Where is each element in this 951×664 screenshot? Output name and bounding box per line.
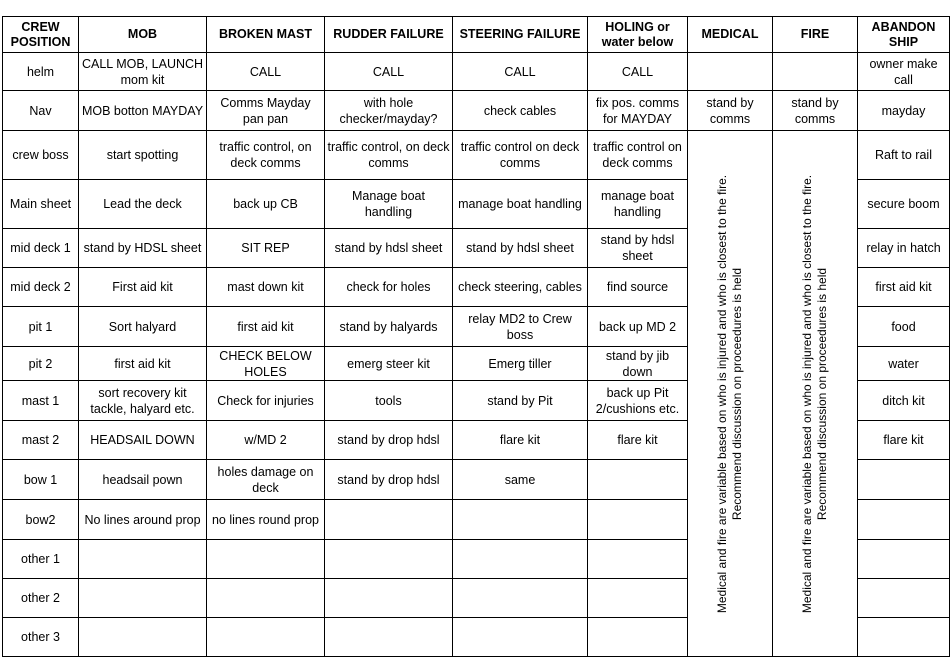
rudder-failure-cell: emerg steer kit bbox=[325, 347, 453, 381]
crew-position-cell: mid deck 1 bbox=[3, 229, 79, 268]
table-row bbox=[3, 131, 950, 180]
rudder-failure-cell bbox=[325, 579, 453, 618]
mob-cell bbox=[79, 579, 207, 618]
rudder-failure-cell: stand by drop hdsl bbox=[325, 460, 453, 500]
crew-position-cell: mast 1 bbox=[3, 381, 79, 421]
abandon-ship-cell: Raft to rail bbox=[858, 131, 950, 180]
holing-cell: CALL bbox=[588, 53, 688, 91]
broken-mast-cell: CHECK BELOW HOLES bbox=[207, 347, 325, 381]
medical-cell: stand by comms bbox=[688, 91, 773, 131]
abandon-ship-cell: mayday bbox=[858, 91, 950, 131]
rudder-failure-cell: stand by halyards bbox=[325, 307, 453, 347]
crew-position-cell: bow2 bbox=[3, 500, 79, 540]
steering-failure-cell: flare kit bbox=[453, 421, 588, 460]
mob-cell: first aid kit bbox=[79, 347, 207, 381]
header-crew-position: CREW POSITION bbox=[3, 17, 79, 53]
medical-cell bbox=[688, 53, 773, 91]
crew-position-cell: helm bbox=[3, 53, 79, 91]
rudder-failure-cell: check for holes bbox=[325, 268, 453, 307]
header-row bbox=[3, 17, 950, 53]
holing-cell bbox=[588, 618, 688, 657]
abandon-ship-cell: ditch kit bbox=[858, 381, 950, 421]
broken-mast-cell bbox=[207, 579, 325, 618]
rudder-failure-cell bbox=[325, 500, 453, 540]
mob-cell: MOB botton MAYDAY bbox=[79, 91, 207, 131]
rudder-failure-cell: stand by hdsl sheet bbox=[325, 229, 453, 268]
table-row bbox=[3, 91, 950, 131]
abandon-ship-cell: flare kit bbox=[858, 421, 950, 460]
steering-failure-cell: Emerg tiller bbox=[453, 347, 588, 381]
holing-cell: find source bbox=[588, 268, 688, 307]
broken-mast-cell: Check for injuries bbox=[207, 381, 325, 421]
steering-failure-cell bbox=[453, 579, 588, 618]
header-broken-mast: BROKEN MAST bbox=[207, 17, 325, 53]
crew-position-cell: Nav bbox=[3, 91, 79, 131]
header-mob: MOB bbox=[79, 17, 207, 53]
header-holing: HOLING or water below bbox=[588, 17, 688, 53]
table-row bbox=[3, 53, 950, 91]
steering-failure-cell: CALL bbox=[453, 53, 588, 91]
steering-failure-cell: check steering, cables bbox=[453, 268, 588, 307]
broken-mast-cell: holes damage on deck bbox=[207, 460, 325, 500]
broken-mast-cell: mast down kit bbox=[207, 268, 325, 307]
abandon-ship-cell: secure boom bbox=[858, 180, 950, 229]
steering-failure-cell: traffic control on deck comms bbox=[453, 131, 588, 180]
abandon-ship-cell: water bbox=[858, 347, 950, 381]
rotated-note bbox=[715, 139, 745, 649]
rudder-failure-cell bbox=[325, 618, 453, 657]
broken-mast-cell: w/MD 2 bbox=[207, 421, 325, 460]
abandon-ship-cell: owner make call bbox=[858, 53, 950, 91]
mob-cell bbox=[79, 618, 207, 657]
broken-mast-cell: Comms Mayday pan pan bbox=[207, 91, 325, 131]
broken-mast-cell: traffic control, on deck comms bbox=[207, 131, 325, 180]
crew-position-cell: mast 2 bbox=[3, 421, 79, 460]
crew-position-cell: pit 2 bbox=[3, 347, 79, 381]
steering-failure-cell: relay MD2 to Crew boss bbox=[453, 307, 588, 347]
rotated-note-line1: Medical and fire are variable based on who is injured and who is closest to the fire. bbox=[715, 174, 729, 613]
mob-cell: start spotting bbox=[79, 131, 207, 180]
rudder-failure-cell bbox=[325, 540, 453, 579]
mob-cell: First aid kit bbox=[79, 268, 207, 307]
fire-cell: stand by comms bbox=[773, 91, 858, 131]
broken-mast-cell: SIT REP bbox=[207, 229, 325, 268]
crew-position-cell: Main sheet bbox=[3, 180, 79, 229]
mob-cell: headsail pown bbox=[79, 460, 207, 500]
abandon-ship-cell: food bbox=[858, 307, 950, 347]
header-fire: FIRE bbox=[773, 17, 858, 53]
rotated-note bbox=[800, 139, 830, 649]
abandon-ship-cell bbox=[858, 579, 950, 618]
mob-cell: Sort halyard bbox=[79, 307, 207, 347]
crew-duties-table bbox=[2, 16, 950, 657]
abandon-ship-cell: relay in hatch bbox=[858, 229, 950, 268]
crew-position-cell: mid deck 2 bbox=[3, 268, 79, 307]
header-medical: MEDICAL bbox=[688, 17, 773, 53]
steering-failure-cell bbox=[453, 618, 588, 657]
holing-cell bbox=[588, 500, 688, 540]
fire-cell bbox=[773, 53, 858, 91]
holing-cell bbox=[588, 460, 688, 500]
mob-cell: sort recovery kit tackle, halyard etc. bbox=[79, 381, 207, 421]
holing-cell: flare kit bbox=[588, 421, 688, 460]
mob-cell: HEADSAIL DOWN bbox=[79, 421, 207, 460]
holing-cell: stand by hdsl sheet bbox=[588, 229, 688, 268]
mob-cell: stand by HDSL sheet bbox=[79, 229, 207, 268]
abandon-ship-cell: first aid kit bbox=[858, 268, 950, 307]
holing-cell: traffic control on deck comms bbox=[588, 131, 688, 180]
rudder-failure-cell: CALL bbox=[325, 53, 453, 91]
crew-position-cell: pit 1 bbox=[3, 307, 79, 347]
broken-mast-cell: no lines round prop bbox=[207, 500, 325, 540]
abandon-ship-cell bbox=[858, 500, 950, 540]
holing-cell: back up MD 2 bbox=[588, 307, 688, 347]
broken-mast-cell bbox=[207, 540, 325, 579]
medical-note-cell bbox=[688, 131, 773, 657]
abandon-ship-cell bbox=[858, 460, 950, 500]
steering-failure-cell: stand by Pit bbox=[453, 381, 588, 421]
steering-failure-cell: same bbox=[453, 460, 588, 500]
crew-position-cell: bow 1 bbox=[3, 460, 79, 500]
header-rudder-failure: RUDDER FAILURE bbox=[325, 17, 453, 53]
holing-cell bbox=[588, 579, 688, 618]
header-abandon-ship: ABANDON SHIP bbox=[858, 17, 950, 53]
rudder-failure-cell: traffic control, on deck comms bbox=[325, 131, 453, 180]
holing-cell bbox=[588, 540, 688, 579]
broken-mast-cell bbox=[207, 618, 325, 657]
mob-cell: Lead the deck bbox=[79, 180, 207, 229]
crew-position-cell: other 3 bbox=[3, 618, 79, 657]
header-steering-failure: STEERING FAILURE bbox=[453, 17, 588, 53]
rotated-note-line2: Recommend discussion on proceedures is held bbox=[730, 267, 744, 520]
broken-mast-cell: CALL bbox=[207, 53, 325, 91]
holing-cell: stand by jib down bbox=[588, 347, 688, 381]
rudder-failure-cell: tools bbox=[325, 381, 453, 421]
rudder-failure-cell: Manage boat handling bbox=[325, 180, 453, 229]
steering-failure-cell: manage boat handling bbox=[453, 180, 588, 229]
mob-cell: No lines around prop bbox=[79, 500, 207, 540]
broken-mast-cell: first aid kit bbox=[207, 307, 325, 347]
rudder-failure-cell: with hole checker/mayday? bbox=[325, 91, 453, 131]
fire-note-cell bbox=[773, 131, 858, 657]
rotated-note-line1: Medical and fire are variable based on who is injured and who is closest to the fire. bbox=[800, 174, 814, 613]
crew-position-cell: crew boss bbox=[3, 131, 79, 180]
steering-failure-cell: stand by hdsl sheet bbox=[453, 229, 588, 268]
holing-cell: manage boat handling bbox=[588, 180, 688, 229]
abandon-ship-cell bbox=[858, 540, 950, 579]
crew-position-cell: other 1 bbox=[3, 540, 79, 579]
holing-cell: fix pos. comms for MAYDAY bbox=[588, 91, 688, 131]
holing-cell: back up Pit 2/cushions etc. bbox=[588, 381, 688, 421]
abandon-ship-cell bbox=[858, 618, 950, 657]
mob-cell: CALL MOB, LAUNCH mom kit bbox=[79, 53, 207, 91]
mob-cell bbox=[79, 540, 207, 579]
steering-failure-cell bbox=[453, 540, 588, 579]
steering-failure-cell: check cables bbox=[453, 91, 588, 131]
rudder-failure-cell: stand by drop hdsl bbox=[325, 421, 453, 460]
rotated-note-line2: Recommend discussion on proceedures is held bbox=[815, 267, 829, 520]
crew-position-cell: other 2 bbox=[3, 579, 79, 618]
broken-mast-cell: back up CB bbox=[207, 180, 325, 229]
steering-failure-cell bbox=[453, 500, 588, 540]
